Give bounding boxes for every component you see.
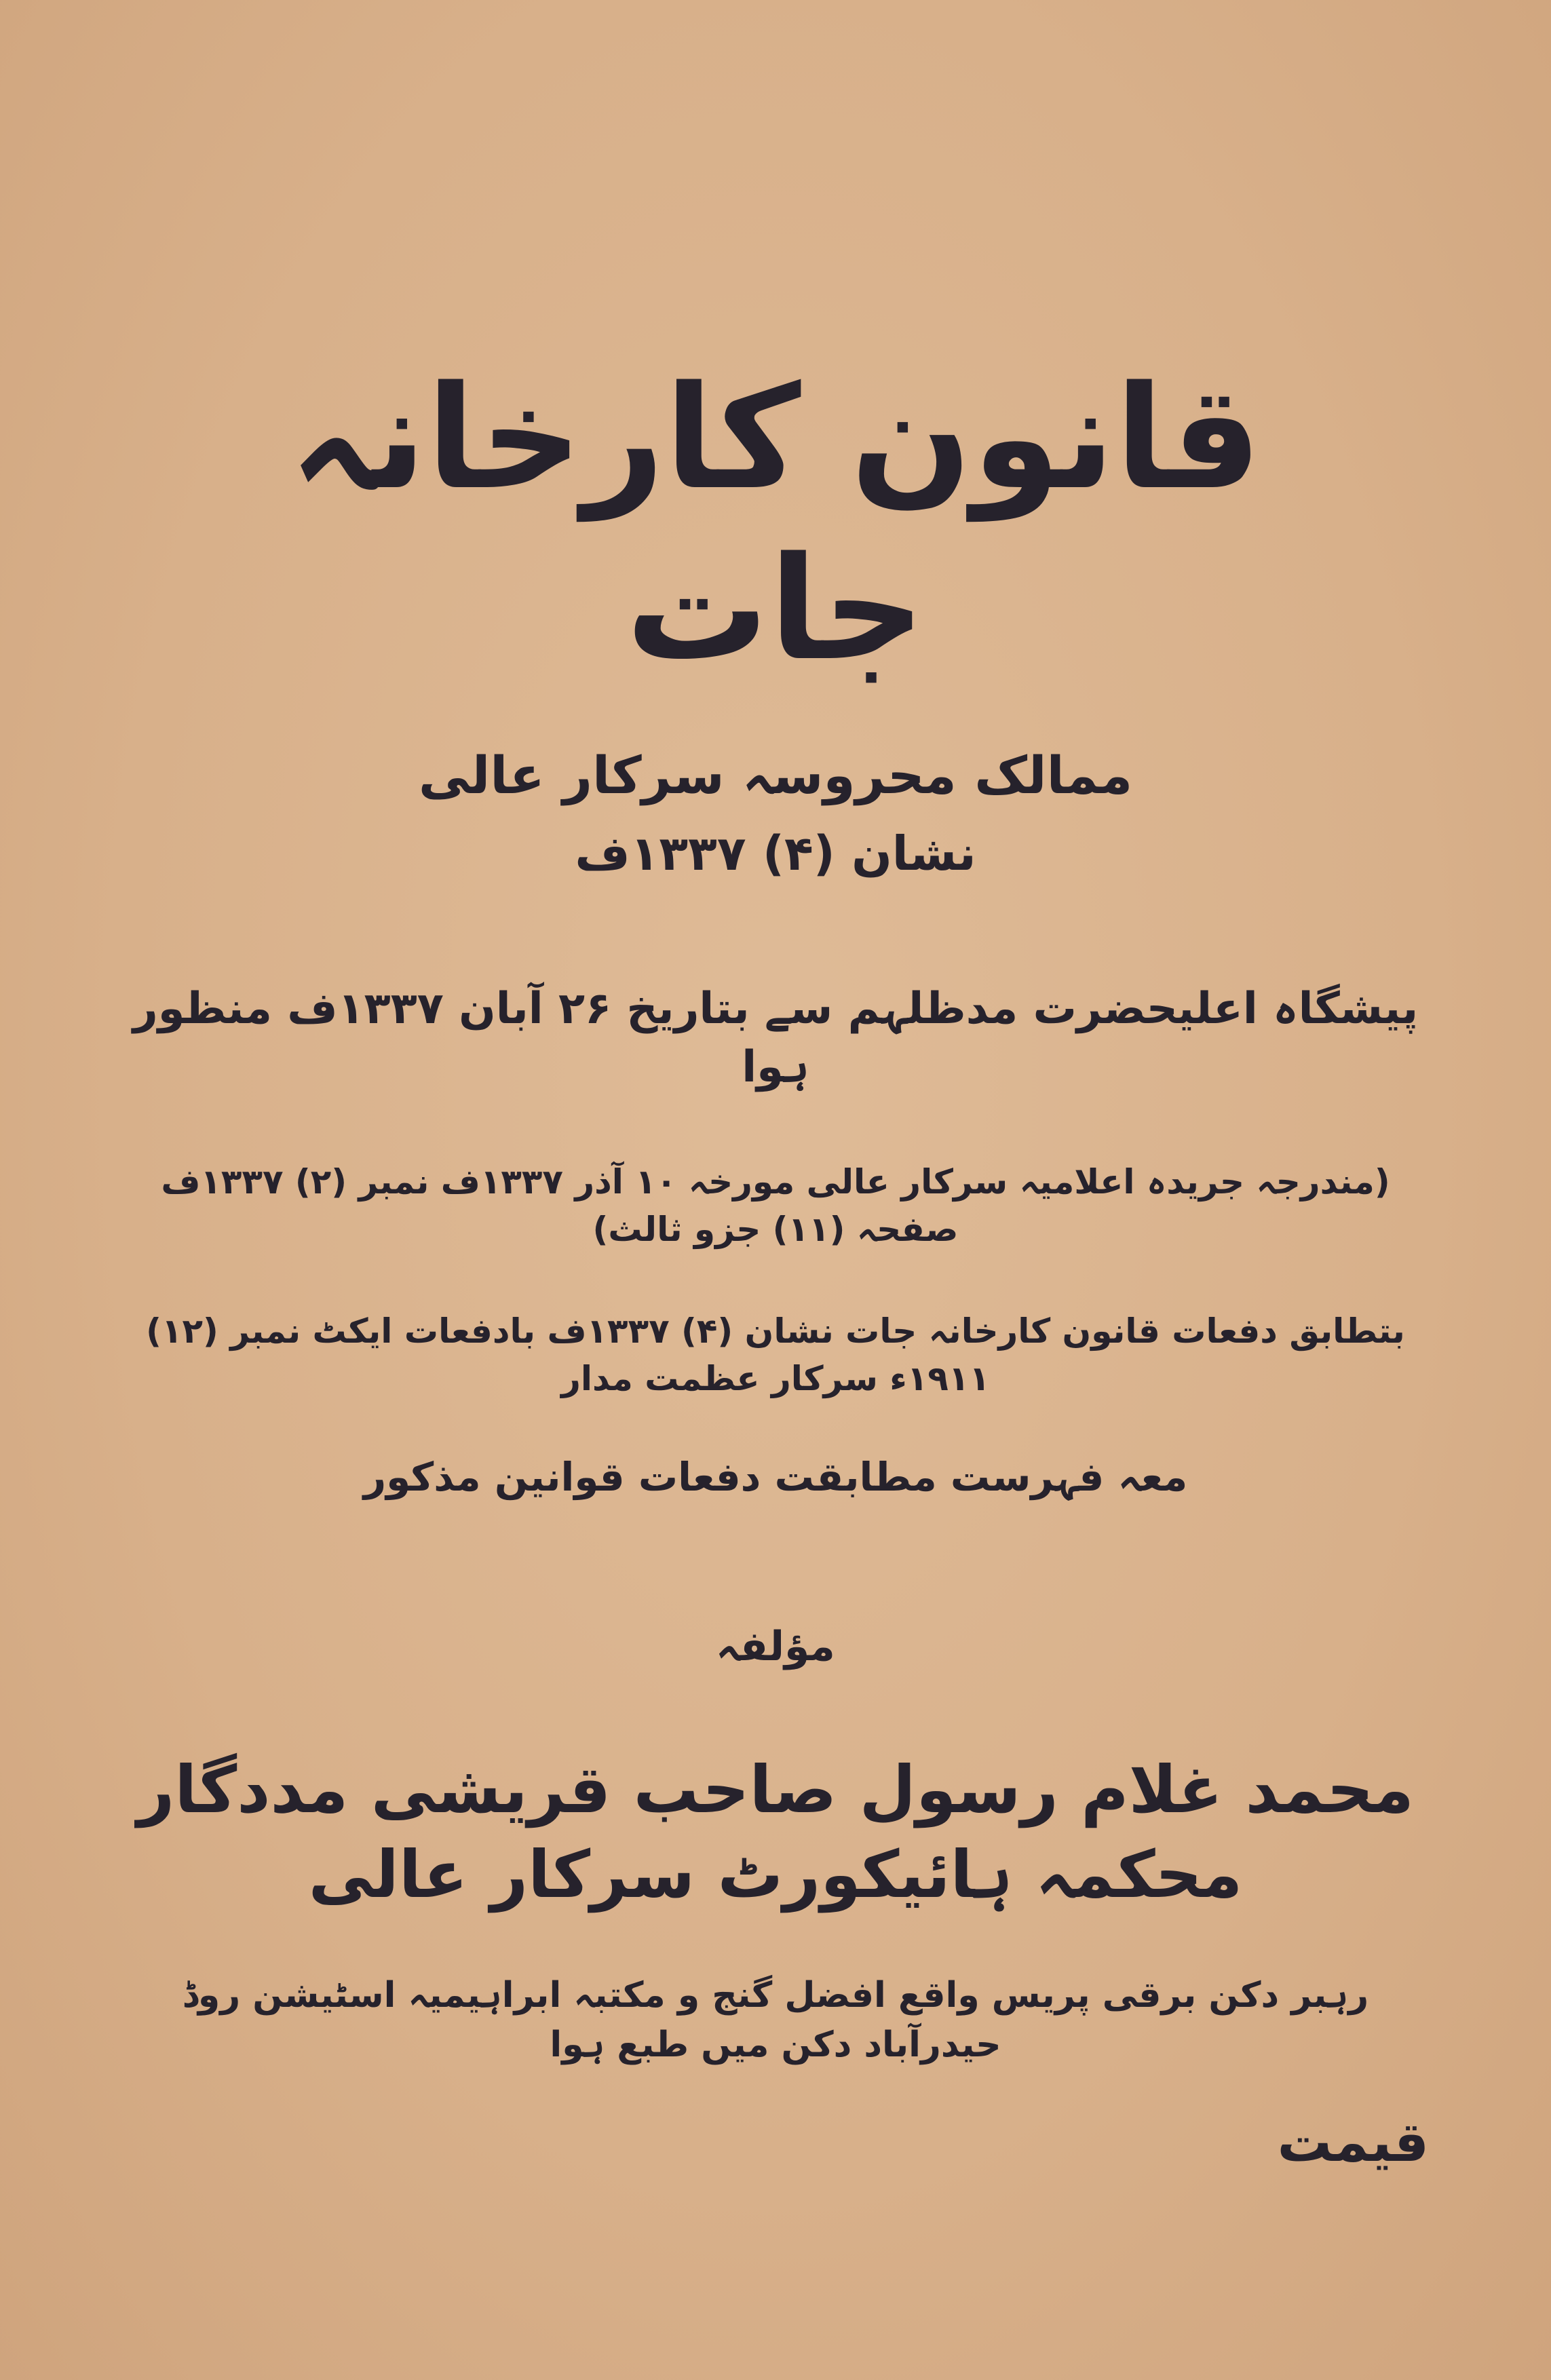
book-title: قانون کارخانہ جات (289, 355, 1262, 692)
subtitle-number: نشان (۴) ۱۳۳۷ف (575, 825, 976, 881)
compiled-by-label: مؤلفہ (716, 1622, 835, 1670)
approval-line: پیشگاہ اعلیحضرت مدظلہم سے بتاریخ ۲۶ آبان ۱۳۳۷ف منظور ہوا (132, 983, 1419, 1093)
press-imprint: رہبر دکن برقی پریس واقع افضل گنج و مکتبہ ابراہیمیہ اسٹیشن روڈ حیدرآباد دکن میں طبع ہوا (182, 1975, 1369, 2066)
subtitle-region: ممالک محروسہ سرکار عالی (418, 745, 1133, 805)
author-name: محمد غلام رسول صاحب قریشی مددگار محکمہ ہائیکورٹ سرکار عالی (137, 1751, 1414, 1913)
comparison-line: بتطابق دفعات قانون کارخانہ جات نشان (۴) ۱۳۳۷ف بادفعات ایکٹ نمبر (۱۲) ۱۹۱۱ء سرکار عظمت مدار (146, 1311, 1405, 1398)
price-label: قیمت (1277, 2110, 1429, 2174)
price-row (122, 2111, 1429, 2174)
index-line: معہ فہرست مطابقت دفعات قوانین مذکور (363, 1453, 1188, 1500)
gazette-line: (مندرجہ جریدہ اعلامیہ سرکار عالی مورخہ ۱۰ آذر ۱۳۳۷ف نمبر (۲) ۱۳۳۷ف صفحہ (۱۱) جزو ثالث) (161, 1162, 1390, 1249)
